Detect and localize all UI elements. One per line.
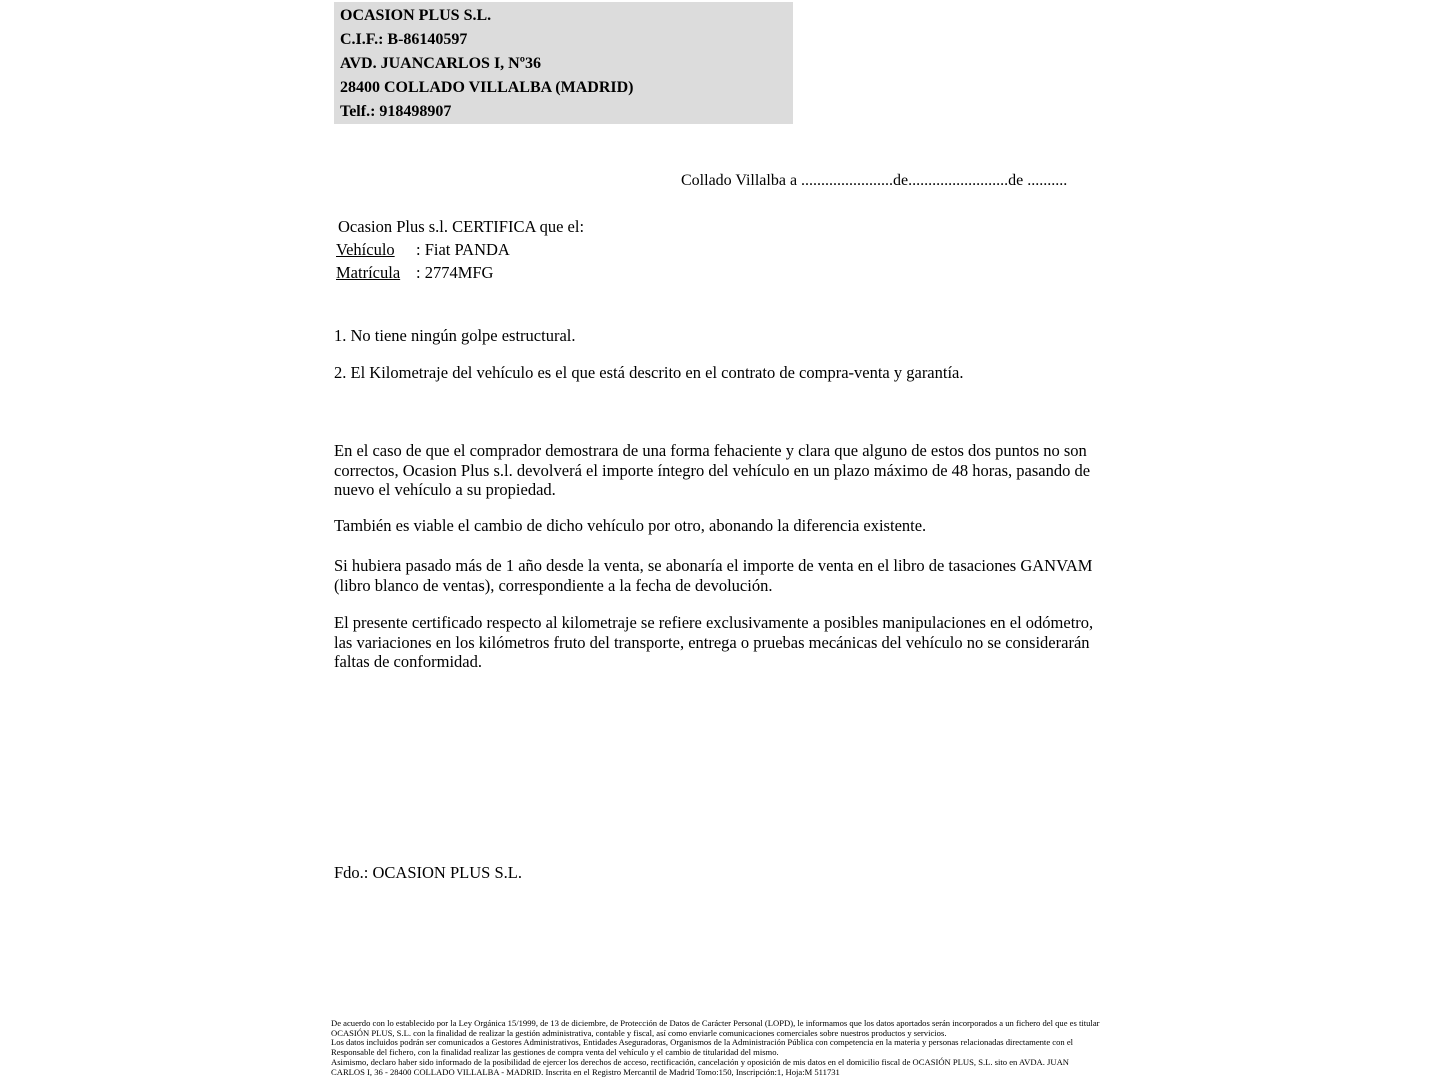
signature-line: Fdo.: OCASION PLUS S.L. xyxy=(334,863,522,882)
vehicle-label: Vehículo xyxy=(336,240,395,259)
point-1: 1. No tiene ningún golpe estructural. xyxy=(334,326,576,345)
paragraph-odometer: El presente certificado respecto al kilometraje se refiere exclusivamente a posibles manipulaciones en el odómetro, las variaciones en los kilómetros fruto del transporte, entrega o pruebas mecánicas del vehículo no se considerarán faltas de conformidad. xyxy=(334,613,1094,672)
company-address: AVD. JUANCARLOS I, Nº36 xyxy=(340,55,542,72)
plate-label-wrap xyxy=(336,263,416,283)
plate-line xyxy=(336,263,493,283)
company-phone: Telf.: 918498907 xyxy=(340,103,452,120)
paragraph-ganvam: Si hubiera pasado más de 1 año desde la venta, se abonaría el importe de venta en el libro de tasaciones GANVAM (libro blanco de ventas), correspondiente a la fecha de devolución. xyxy=(334,556,1093,595)
company-city: 28400 COLLADO VILLALBA (MADRID) xyxy=(340,79,634,96)
legal-paragraph-1: De acuerdo con lo establecido por la Ley Orgánica 15/1999, de 13 de diciembre, de Protección de Datos de Carácter Personal (LOPD), le informamos que los datos aportados serán incorporados a un fichero del que es titular OCASIÓN PLUS, S.L. con la finalidad de realizar la gestión administrativa, contable y fiscal, así como enviarle comunicaciones comerciales sobre nuestros productos y servicios. xyxy=(331,1018,1100,1038)
plate-label: Matrícula xyxy=(336,263,401,282)
vehicle-label-wrap xyxy=(336,240,416,260)
company-header-box xyxy=(334,2,793,124)
company-cif: C.I.F.: B-86140597 xyxy=(340,31,468,48)
legal-footer xyxy=(331,1019,1103,1077)
paragraph-refund: En el caso de que el comprador demostrara de una forma fehaciente y clara que alguno de estos dos puntos no son correctos, Ocasion Plus s.l. devolverá el importe íntegro del vehículo en un plazo máximo de 48 horas, pasando de nuevo el vehículo a su propiedad. xyxy=(334,441,1091,500)
vehicle-value: : Fiat PANDA xyxy=(416,240,510,259)
company-name: OCASION PLUS S.L. xyxy=(340,7,492,24)
point-2: 2. El Kilometraje del vehículo es el que está descrito en el contrato de compra-venta y garantía. xyxy=(334,363,964,382)
plate-value: : 2774MFG xyxy=(416,263,494,282)
certifica-line: Ocasion Plus s.l. CERTIFICA que el: xyxy=(338,217,585,236)
paragraph-exchange: También es viable el cambio de dicho vehículo por otro, abonando la diferencia existente. xyxy=(334,516,927,535)
vehicle-line xyxy=(336,240,510,260)
legal-paragraph-2: Los datos incluidos podrán ser comunicados a Gestores Administrativos, Entidades Aseguradoras, Organismos de la Administración Pública con competencia en la materia y personas relacionadas directamente con el Responsable del fichero, con la finalidad realizar las gestiones de compra venta del vehículo y el cambio de titularidad del mismo. xyxy=(331,1037,1074,1058)
legal-paragraph-3: Asimismo, declaro haber sido informado de la posibilidad de ejercer los derechos de acceso, rectificación, cancelación y oposición de mis datos en el domicilio fiscal de OCASIÓN PLUS, S.L. sito en AVDA. JUAN CARLOS I, 36 - 28400 COLLADO VILLALBA - MADRID. Inscrita en el Registro Mercantil de Madrid Tomo:150, Inscripción:1, Hoja:M 511731 xyxy=(331,1056,1070,1077)
date-line: Collado Villalba a .......................de.........................de .......... xyxy=(681,172,1068,189)
